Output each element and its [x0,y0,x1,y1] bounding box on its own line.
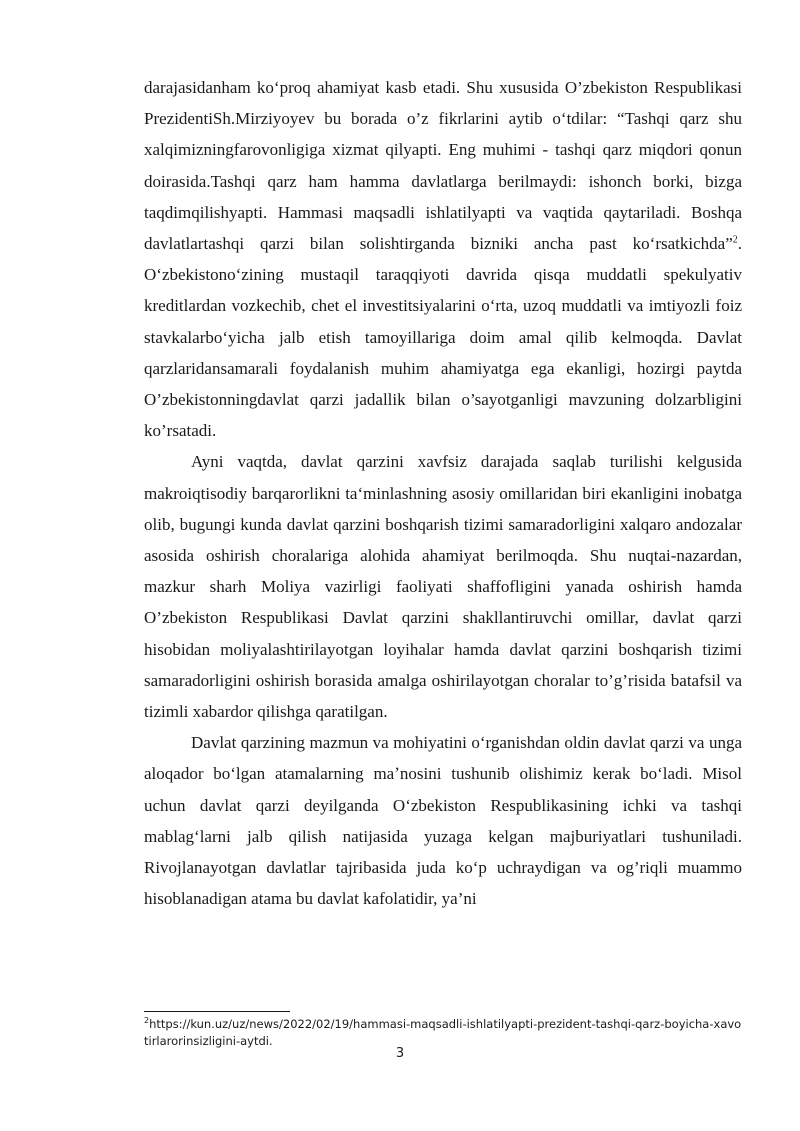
paragraph-1-part-b: . Oʻzbekistonoʻzining mustaqil taraqqiyoti davrida qisqa muddatli spekulyativ kreditlardan vozkechib, chet el investitsiyalarini oʻrta, uzoq muddatli va imtiyozli foiz stavkalarboʻyicha jalb etish tamoyillariga doim amal qilib kelmoqda. Davlat qarzlaridansamarali foydalanish muhim ahamiyatga ega ekanligi, hozirgi paytda O’zbekistonningdavlat qarzi jadallik bilan o’sayotganligi mavzuning dolzarbligini ko’rsatadi. [144,234,742,441]
paragraph-1 [144,72,742,446]
paragraph-2: Ayni vaqtda, davlat qarzini xavfsiz darajada saqlab turilishi kelgusida makroiqtisodiy barqarorlikni taʻminlashning asosiy omillaridan biri ekanligini inobatga olib, bugungi kunda davlat qarzini boshqarish tizimi samaradorligini xalqaro andozalar asosida oshirish choralariga alohida ahamiyat berilmoqda. Shu nuqtai-nazardan, mazkur sharh Moliya vazirligi faoliyati shaffofligini yanada oshirish hamda O’zbekiston Respublikasi Davlat qarzini shakllantiruvchi omillar, davlat qarzi hisobidan moliyalashtirilayotgan loyihalar hamda davlat qarzini boshqarish tizimi samaradorligini oshirish borasida amalga oshirilayotgan choralar to’g’risida batafsil va tizimli xabardor qilishga qaratilgan. [144,452,742,722]
footnote-link[interactable]: https://kun.uz/uz/news/2022/02/19/hammasi-maqsadli-ishlatilyapti-prezident-tashqi-qarz-boyicha-xavotirlarorinsizligini-aytdi. [144,1017,742,1048]
footnote-reference[interactable]: 2 [732,234,738,246]
page-number: 3 [395,1046,405,1061]
footnote-marker: 2 [144,1016,150,1026]
paragraph-3: Davlat qarzining mazmun va mohiyatini oʻrganishdan oldin davlat qarzi va unga aloqador boʻlgan atamalarning maʼnosini tushunib olishimiz kerak boʻladi. Misol uchun davlat qarzi deyilganda Oʻzbekiston Respublikasining ichki va tashqi mablagʻlarni jalb qilish natijasida yuzaga kelgan majburiyatlari tushuniladi. Rivojlanayotgan davlatlar tajribasida juda koʻp uchraydigan va og’riqli muammo hisoblanadigan atama bu davlat kafolatidir, ya’ni [144,733,742,909]
paragraph-1-part-a: darajasidanham koʻproq ahamiyat kasb etadi. Shu xususida O’zbekiston Respublikasi PrezidentiSh.Mirziyoyev bu borada o’z fikrlarini aytib oʻtdilar: “Tashqi qarz shu xalqimizningfarovonligiga xizmat qilyapti. Eng muhimi - tashqi qarz miqdori qonun doirasida.Tashqi qarz ham hamma davlatlarga berilmaydi: ishonch borki, bizga taqdimqilishyapti. Hammasi maqsadli ishlatilyapti va vaqtida qaytariladi. Boshqa davlatlartashqi qarzi bilan solishtirganda bizniki ancha past koʻrsatkichda” [144,78,742,254]
footnote-separator [144,1011,290,1012]
footnote [144,1016,742,1050]
body-text [144,72,742,914]
